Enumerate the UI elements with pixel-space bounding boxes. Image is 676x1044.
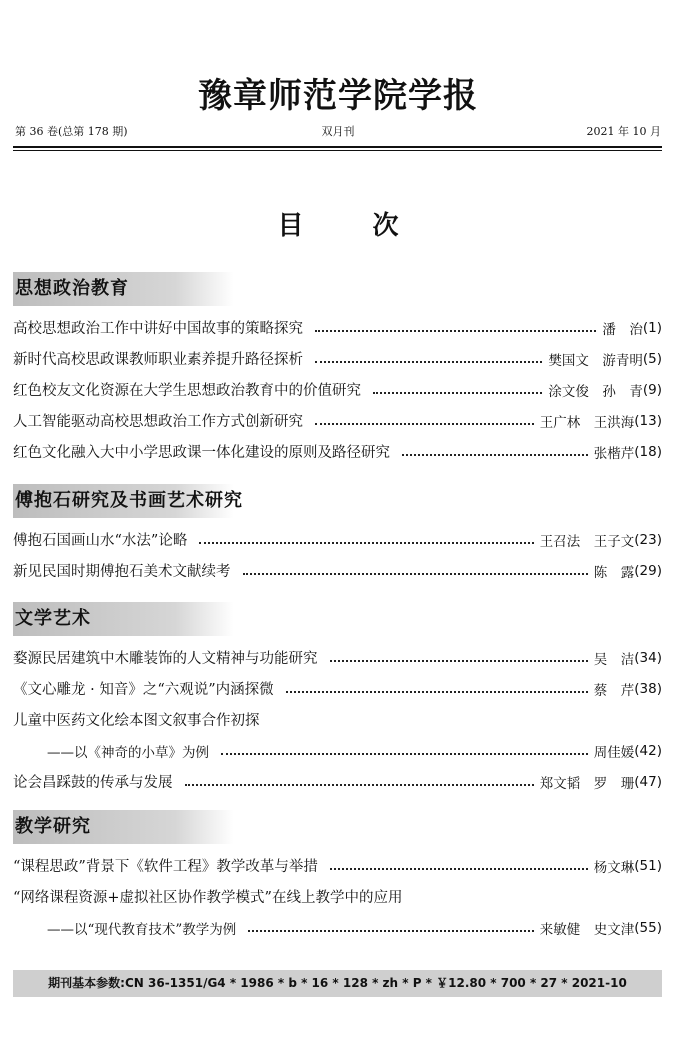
- leader-dots: [315, 330, 596, 332]
- leader-dots: [286, 691, 588, 693]
- toc-entry-subtitle[interactable]: [13, 735, 662, 766]
- entry-page: (1): [642, 319, 662, 336]
- entry-title: 《文心雕龙 · 知音》之“六观说”内涵探微: [13, 682, 274, 698]
- entry-page: (51): [634, 857, 662, 874]
- entry-page: (42): [634, 742, 662, 759]
- entry-authors: 陈 露: [593, 564, 635, 581]
- section-title: 思想政治教育: [13, 272, 662, 306]
- toc-entry[interactable]: [13, 704, 662, 735]
- entry-authors: 涂文俊 孙 青: [548, 383, 643, 400]
- toc-entry[interactable]: [13, 850, 662, 881]
- section-literature-art: [13, 602, 662, 797]
- toc-heading: 目 次: [277, 211, 429, 241]
- entry-authors: 郑文韬 罗 珊: [539, 775, 635, 792]
- header-rule-thick: [13, 146, 662, 148]
- leader-dots: [402, 454, 588, 456]
- entry-page: (23): [634, 531, 662, 548]
- section-teaching-research: [13, 810, 662, 943]
- entry-title: 婺源民居建筑中木雕装饰的人文精神与功能研究: [13, 651, 318, 667]
- entry-authors: 杨文琳: [593, 859, 635, 876]
- journal-parameters: 期刊基本参数:CN 36-1351/G4 * 1986 * b * 16 * 128 * zh * P * ￥12.80 * 700 * 27 * 2021-10: [13, 970, 662, 997]
- entry-title: 红色文化融入大中小学思政课一体化建设的原则及路径研究: [13, 445, 390, 461]
- leader-dots: [315, 361, 542, 363]
- journal-title: 豫章师范学院学报: [198, 76, 478, 116]
- section-title: 教学研究: [13, 810, 662, 844]
- leader-dots: [221, 753, 588, 755]
- entry-page: (38): [634, 680, 662, 697]
- journal-date: 2021 年 10 月: [586, 125, 661, 138]
- toc-entry[interactable]: [13, 374, 662, 405]
- entry-title: “网络课程资源+虚拟社区协作教学模式”在线上教学中的应用: [13, 890, 403, 906]
- entry-title: 人工智能驱动高校思想政治工作方式创新研究: [13, 414, 303, 430]
- entry-authors: 张楷芹: [593, 445, 635, 462]
- section-title: 傅抱石研究及书画艺术研究: [13, 484, 662, 518]
- leader-dots: [243, 573, 588, 575]
- entry-title: 论会昌踩鼓的传承与发展: [13, 775, 173, 791]
- toc-entry[interactable]: [13, 673, 662, 704]
- entry-title: 红色校友文化资源在大学生思想政治教育中的价值研究: [13, 383, 361, 399]
- entry-page: (13): [634, 412, 662, 429]
- entry-page: (47): [634, 773, 662, 790]
- leader-dots: [315, 423, 534, 425]
- entry-page: (5): [642, 350, 662, 367]
- toc-entry[interactable]: [13, 343, 662, 374]
- leader-dots: [330, 660, 588, 662]
- entry-page: (29): [634, 562, 662, 579]
- entry-page: (9): [642, 381, 662, 398]
- section-title: 文学艺术: [13, 602, 662, 636]
- entry-page: (55): [634, 919, 662, 936]
- leader-dots: [185, 784, 534, 786]
- entry-title: “课程思政”背景下《软件工程》教学改革与举措: [13, 859, 318, 875]
- entry-authors: 来敏健 史文津: [539, 921, 635, 938]
- toc-entry[interactable]: [13, 555, 662, 586]
- journal-volume: 第 36 卷(总第 178 期): [15, 125, 128, 138]
- entry-authors: 吴 洁: [593, 651, 635, 668]
- entry-subtitle: ——以《神奇的小草》为例: [47, 744, 209, 761]
- entry-authors: 樊国文 游青明: [548, 352, 643, 369]
- toc-entry[interactable]: [13, 405, 662, 436]
- entry-title: 儿童中医药文化绘本图文叙事合作初探: [13, 713, 260, 729]
- toc-entry[interactable]: [13, 881, 662, 912]
- entry-title: 高校思想政治工作中讲好中国故事的策略探究: [13, 321, 303, 337]
- toc-entry[interactable]: [13, 766, 662, 797]
- leader-dots: [248, 930, 533, 932]
- leader-dots: [373, 392, 542, 394]
- journal-meta: [15, 125, 661, 141]
- toc-entry-subtitle[interactable]: [13, 912, 662, 943]
- leader-dots: [199, 542, 533, 544]
- section-ideological-education: [13, 272, 662, 467]
- entry-title: 傅抱石国画山水“水法”论略: [13, 533, 188, 549]
- entry-authors: 王召法 王子文: [539, 533, 635, 550]
- header-rule-thin: [13, 150, 662, 151]
- toc-entry[interactable]: [13, 524, 662, 555]
- entry-authors: 潘 治: [602, 321, 643, 338]
- entry-authors: 蔡 芹: [593, 682, 635, 699]
- entry-title: 新时代高校思政课教师职业素养提升路径探析: [13, 352, 303, 368]
- toc-entry[interactable]: [13, 436, 662, 467]
- leader-dots: [330, 868, 588, 870]
- journal-frequency: 双月刊: [321, 125, 355, 138]
- entry-title: 新见民国时期傅抱石美术文献续考: [13, 564, 231, 580]
- section-fu-baoshi-research: [13, 484, 662, 586]
- entry-authors: 周佳媛: [593, 744, 635, 761]
- toc-entry[interactable]: [13, 312, 662, 343]
- entry-subtitle: ——以“现代教育技术”教学为例: [47, 921, 237, 938]
- entry-page: (34): [634, 649, 662, 666]
- entry-authors: 王广林 王洪海: [539, 414, 635, 431]
- entry-page: (18): [634, 443, 662, 460]
- toc-entry[interactable]: [13, 642, 662, 673]
